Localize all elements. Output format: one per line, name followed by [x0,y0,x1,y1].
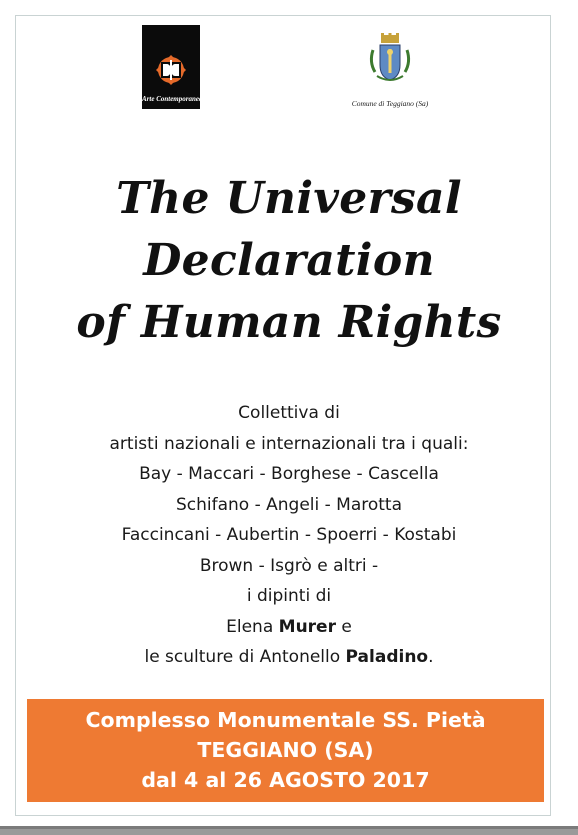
title-line-1: The Universal [116,173,462,224]
body-line-4: Schifano - Angeli - Marotta [175,494,403,515]
exhibition-dates: dal 4 al 26 AGOSTO 2017 [141,768,430,792]
logo-right-label: Comune di Teggiano (Sa) [351,99,429,108]
body-line-9 [40,642,538,673]
coat-of-arms-icon [355,32,425,92]
body-line-7: i dipinti di [246,586,332,606]
sculptor-suffix: . [428,647,434,667]
painter-surname: Murer [278,616,336,637]
venue-name: Complesso Monumentale SS. Pietà [85,708,486,732]
body-line-2: artisti nazionali e internazionali tra i quali: [109,433,469,454]
sculptor-prefix: le sculture di Antonello [144,647,346,667]
venue-city: TEGGIANO (SA) [197,738,374,762]
bottom-divider-shade [0,829,578,835]
body-line-3: Bay - Maccari - Borghese - Cascella [139,464,439,484]
body-line-8 [40,612,538,643]
painter-prefix: Elena [226,616,279,637]
exhibition-description [40,398,538,673]
sculptor-surname: Paladino [345,647,429,667]
db-logo-icon [142,25,200,95]
title-line-2: Declaration [143,235,435,286]
body-line-5: Faccincani - Aubertin - Spoerri - Kostabi [121,525,457,545]
poster-title [40,168,538,354]
venue-date-banner [27,699,544,802]
body-line-1: Collettiva di [238,403,340,423]
logo-left-label: Arte Contemporanea [142,95,203,103]
painter-suffix: e [335,616,352,637]
comune-coat-of-arms [355,32,425,92]
body-line-6: Brown - Isgrò e altri - [199,555,379,576]
title-line-3: of Human Rights [76,297,502,348]
arte-contemporanea-logo [142,25,203,109]
